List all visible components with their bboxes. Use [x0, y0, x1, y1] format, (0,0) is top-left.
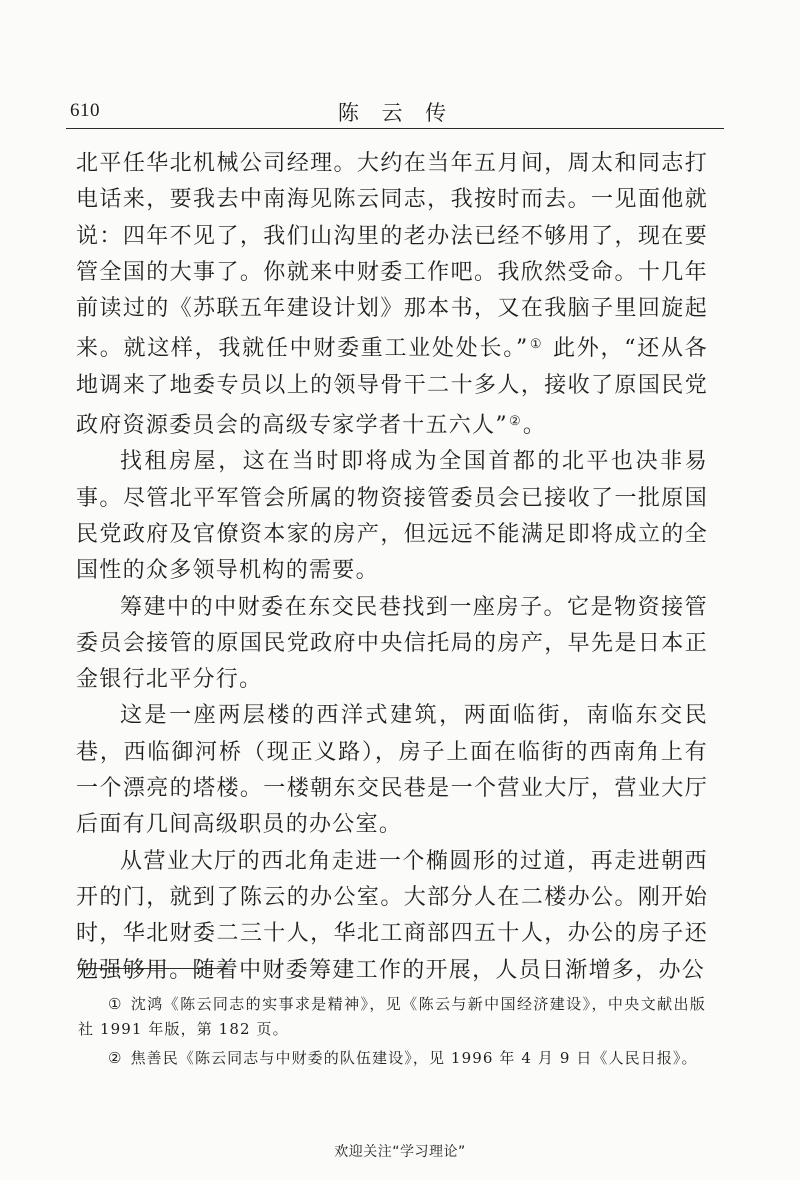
- paragraph-4: 这是一座两层楼的西洋式建筑，两面临街，南临东交民巷，西临御河桥（现正义路），房子上面在临街的西南角上有一个漂亮的塔楼。一楼朝东交民巷是一个营业大厅，营业大厅后面有几间高级职员的办公室。: [76, 703, 708, 838]
- footnote-1: [78, 992, 706, 1041]
- paragraph-5: 从营业大厅的西北角走进一个椭圆形的过道，再走进朝西开的门，就到了陈云的办公室。大部分人在二楼办公。刚开始时，华北财委二三十人，华北工商部四五十人，办公的房子还勉强够用。随着中财委筹建工作的开展，人员日渐增多，办公: [76, 848, 708, 983]
- paragraph-2: 找租房屋，这在当时即将成为全国首都的北平也决非易事。尽管北平军管会所属的物资接管委员会已接收了一批原国民党政府及官僚资本家的房产，但远远不能满足即将成立的全国性的众多领导机构的需要。: [76, 449, 708, 584]
- footnote-text: 焦善民《陈云同志与中财委的队伍建设》，见 1996 年 4 月 9 日《人民日报》。: [130, 1049, 698, 1067]
- footnote-ref-1[interactable]: ①: [529, 337, 544, 353]
- footnote-number: ②: [108, 1049, 123, 1067]
- paragraph-1: 北平任华北机械公司经理。大约在当年五月间，周太和同志打电话来，要我去中南海见陈云同志，我按时而去。一见面他就说：四年不见了，我们山沟里的老办法已经不够用了，现在要管全国的大事了。你就来中财委工作吧。我欣然受命。十几年前读过的《苏联五年建设计划》那本书，又在我脑子里回旋起来。就这样，我就任中财委重工业处处长。”① 此外，“还从各地调来了地委专员以上的领导骨干二十多人，接收了原国民党政府资源委员会的高级专家学者十五六人”②。: [76, 151, 709, 439]
- footnote-text: 沈鸿《陈云同志的实事求是精神》，见《陈云与新中国经济建设》，中央文献出版社 1991 年版，第 182 页。: [78, 995, 706, 1038]
- page-number: 610: [70, 100, 100, 121]
- footnote-number: ①: [108, 995, 123, 1013]
- running-title: 陈 云 传: [337, 101, 455, 125]
- page-header: [68, 96, 724, 126]
- watermark-caption: 欢迎关注“学习理论”: [334, 1144, 466, 1160]
- footnote-rule: [78, 968, 228, 969]
- footnote-2: [78, 1046, 706, 1071]
- footnotes: [78, 992, 706, 1076]
- paragraph-3: 筹建中的中财委在东交民巷找到一座房子。它是物资接管委员会接管的原国民党政府中央信托局的房产，早先是日本正金银行北平分行。: [76, 594, 708, 693]
- body-text: [76, 146, 708, 989]
- footnote-ref-2[interactable]: ②: [508, 414, 522, 430]
- header-rule: [66, 128, 724, 129]
